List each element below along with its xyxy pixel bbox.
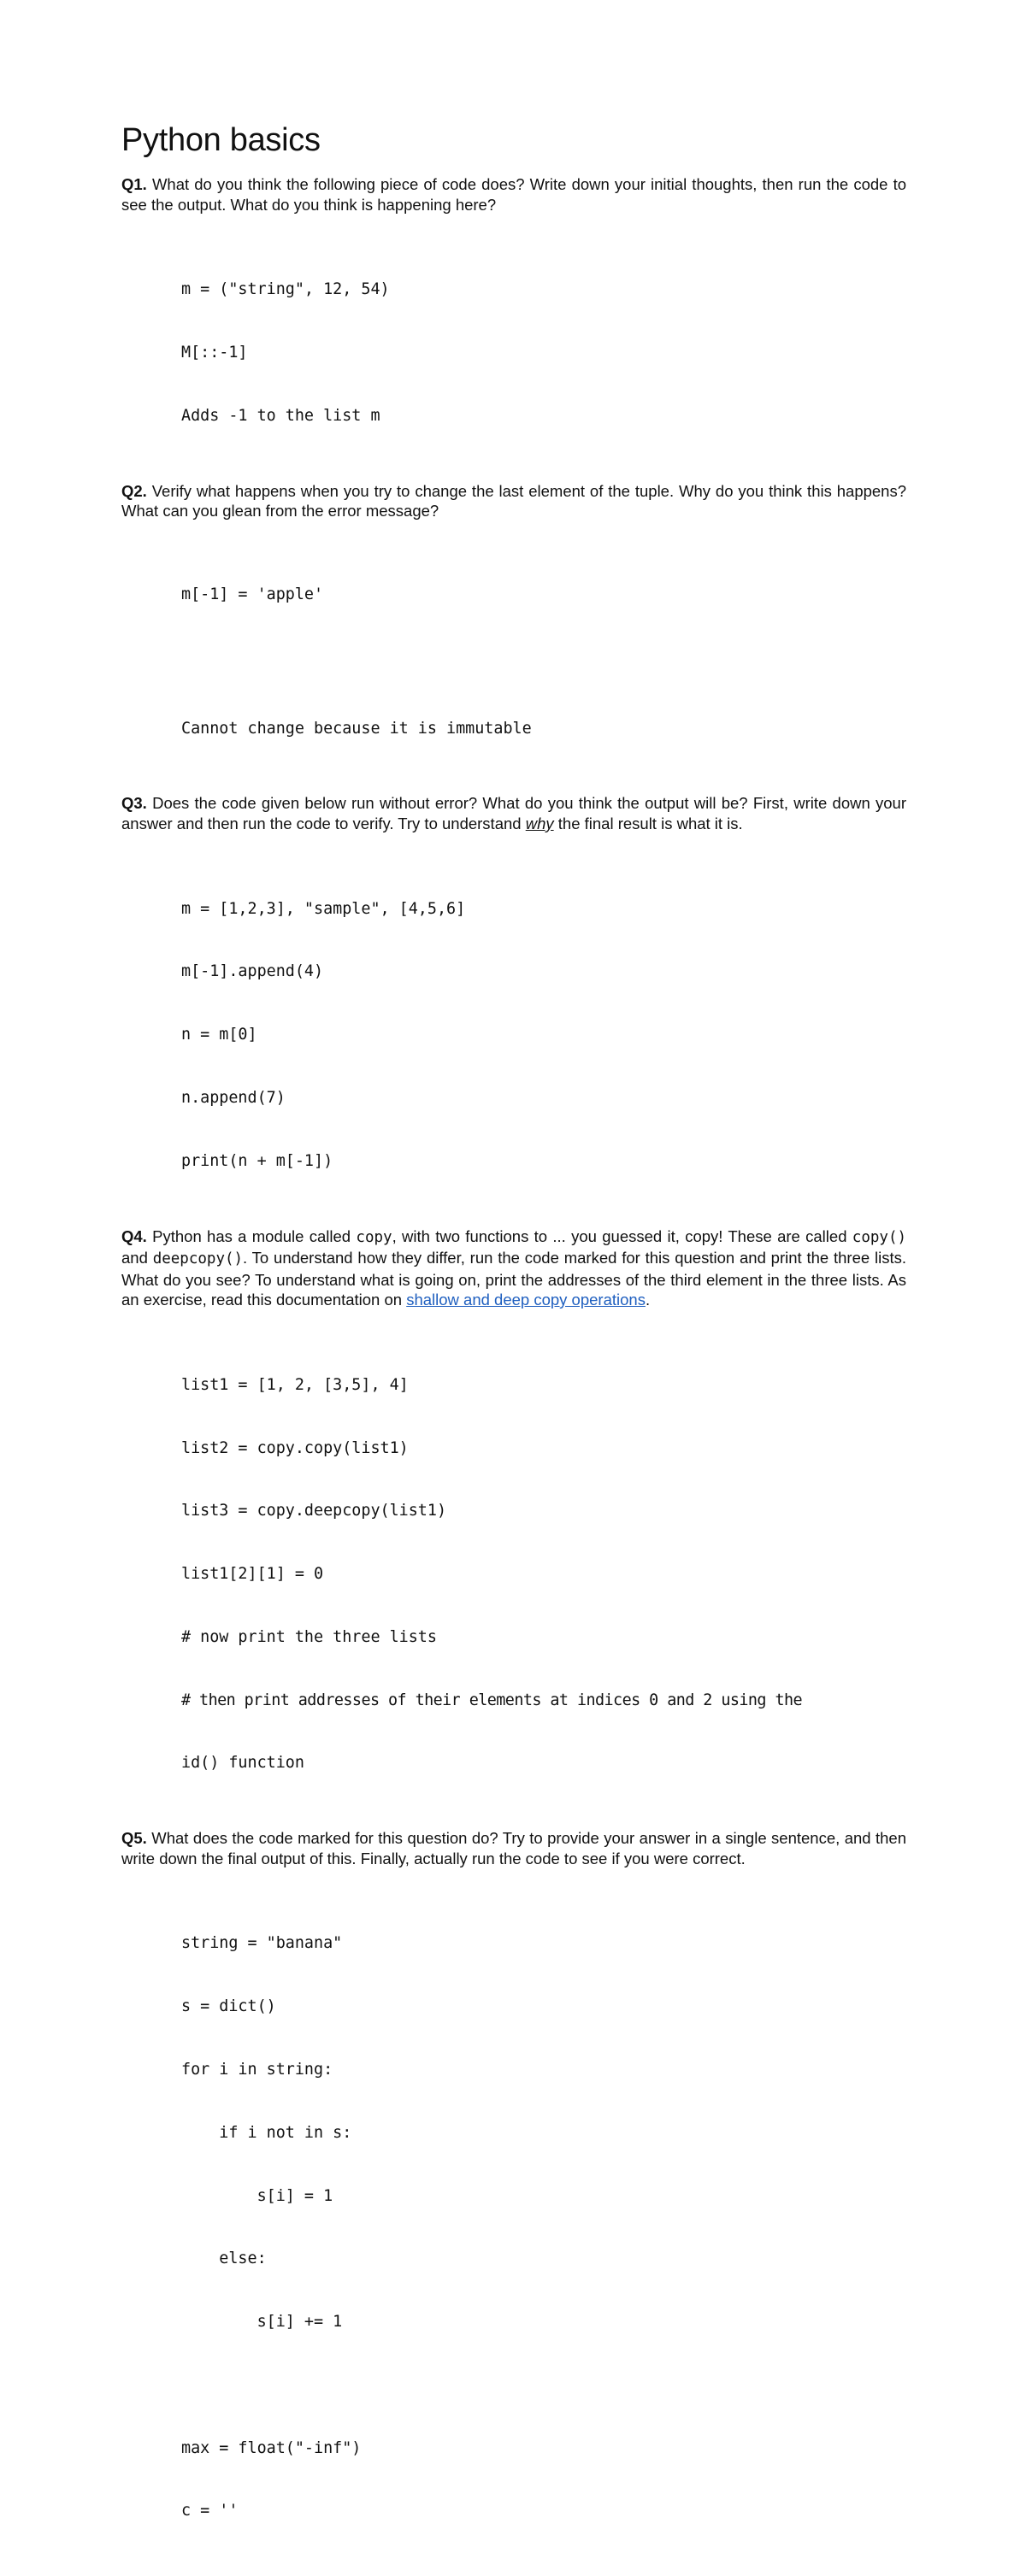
code-line: n.append(7)	[181, 1089, 286, 1107]
code-line: n = m[0]	[181, 1026, 257, 1044]
code-line: max = float("-inf")	[181, 2438, 362, 2457]
document-page	[121, 120, 906, 2576]
question-2-answer: Cannot change because it is immutable	[181, 719, 532, 738]
code-line: id() function	[181, 1754, 304, 1773]
question-4-text: .	[645, 1291, 651, 1309]
code-line: # now print the three lists	[181, 1627, 437, 1646]
question-5-code	[181, 1891, 906, 2564]
question-5-text: What does the code marked for this question do? Try to provide your answer in a single sentence, and then write down the final output of this. Finally, actually run the code to see if you were correct.	[121, 1829, 906, 1867]
question-1-label: Q1.	[121, 175, 147, 193]
question-2-label: Q2.	[121, 481, 147, 500]
code-line: for i in string:	[181, 2060, 333, 2079]
question-4-code	[181, 1333, 906, 1817]
code-line: s = dict()	[181, 1997, 276, 2016]
code-line: m = [1,2,3], "sample", [4,5,6]	[181, 899, 466, 918]
inline-code-deepcopy-fn: deepcopy()	[152, 1250, 244, 1268]
question-1-text: What do you think the following piece of code does? Write down your initial thoughts, then run the code to see the output. What do you think is happening here?	[121, 175, 906, 214]
question-4-text: . To understand how they differ, run the code marked for this question and print the three lists. What do you see? To understand what is going on, print the addresses of the third element in the three lists. As an exercise, read this documentation on	[121, 1249, 906, 1309]
code-line: m = ("string", 12, 54)	[181, 280, 390, 299]
blank-line	[181, 648, 906, 677]
question-3-text-end: the final result is what it is.	[553, 814, 743, 832]
code-line: M[::-1]	[181, 343, 248, 362]
question-4-text: Python has a module called	[152, 1226, 357, 1245]
question-3-emphasis: why	[525, 814, 554, 832]
question-2-code	[181, 543, 906, 782]
code-line: c = ''	[181, 2502, 239, 2520]
question-1	[121, 174, 906, 215]
code-line: print(n + m[-1])	[181, 1151, 333, 1170]
code-line: list3 = copy.deepcopy(list1)	[181, 1502, 447, 1520]
code-line: string = "banana"	[181, 1934, 343, 1953]
question-4-text: and	[121, 1249, 153, 1267]
inline-code-copy: copy	[356, 1228, 392, 1246]
question-4-label: Q4.	[121, 1226, 147, 1245]
code-line: list1[2][1] = 0	[181, 1565, 324, 1584]
code-line: s[i] += 1	[181, 2313, 343, 2332]
question-5	[121, 1828, 906, 1868]
code-line: if i not in s:	[181, 2123, 352, 2142]
code-line: s[i] = 1	[181, 2186, 333, 2205]
code-line: # then print addresses of their elements at indices 0 and 2 using the	[181, 1691, 803, 1709]
code-line: m[-1] = 'apple'	[181, 585, 324, 603]
question-3-code	[181, 856, 906, 1214]
question-3	[121, 793, 906, 833]
code-line: m[-1].append(4)	[181, 962, 324, 981]
question-2	[121, 481, 906, 521]
question-2-text: Verify what happens when you try to change the last element of the tuple. Why do you think this happens? What can you glean from the error message?	[121, 481, 907, 520]
question-1-code	[181, 238, 906, 469]
question-3-label: Q3.	[121, 794, 147, 813]
question-4	[121, 1226, 906, 1310]
shallow-deep-copy-link[interactable]: shallow and deep copy operations	[406, 1291, 646, 1309]
code-line: list1 = [1, 2, [3,5], 4]	[181, 1375, 409, 1394]
page-title: Python basics	[121, 122, 321, 158]
code-line: else:	[181, 2250, 267, 2268]
blank-line	[181, 2375, 906, 2397]
question-4-text: , with two functions to ... you guessed it, copy! These are called	[392, 1226, 852, 1245]
code-line: Adds -1 to the list m	[181, 406, 380, 425]
code-line: list2 = copy.copy(list1)	[181, 1438, 409, 1457]
question-3-text: Does the code given below run without error? What do you think the output will be? First, write down your answer and then run the code to verify. Try to understand	[121, 794, 906, 832]
inline-code-copy-fn: copy()	[852, 1228, 907, 1246]
question-5-label: Q5.	[121, 1829, 147, 1848]
